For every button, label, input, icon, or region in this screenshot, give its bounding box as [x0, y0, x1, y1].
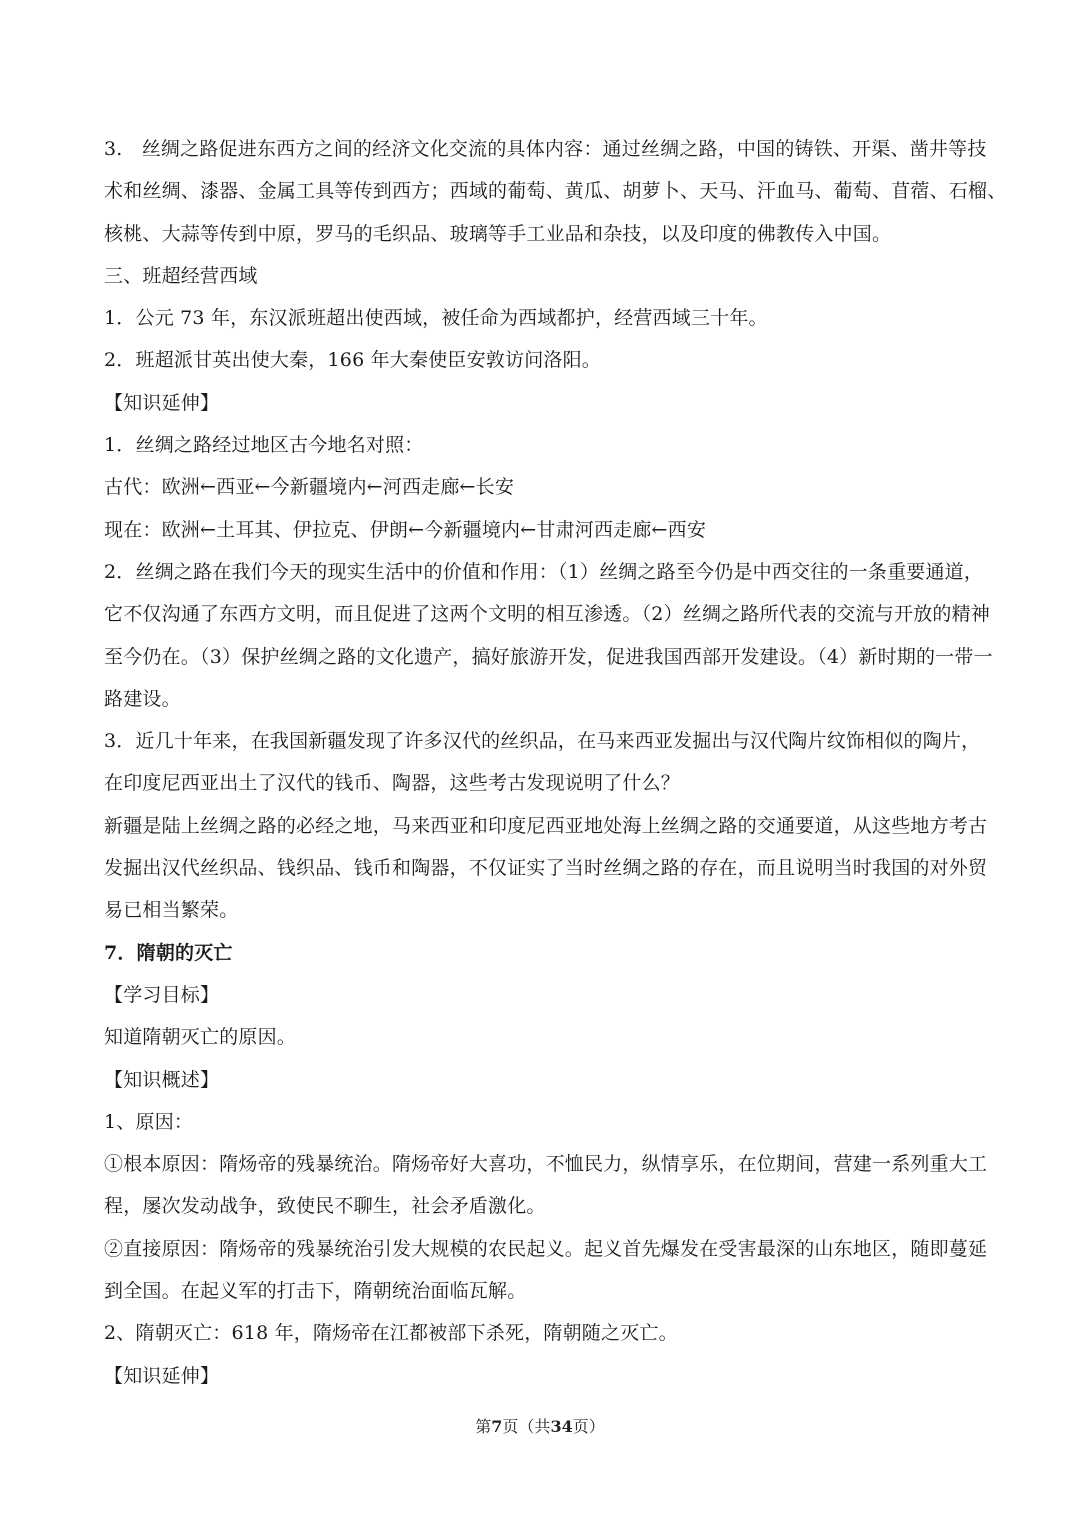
chapter-title: 7．隋朝的灭亡	[104, 941, 233, 964]
text-line: 3. 丝绸之路促进东西方之间的经济文化交流的具体内容：通过丝绸之路，中国的铸铁、开渠、凿井等技	[104, 138, 987, 160]
text-line: 1．丝绸之路经过地区古今地名对照：	[104, 434, 424, 457]
text-line: 程，屡次发动战争，致使民不聊生，社会矛盾激化。	[104, 1195, 546, 1218]
section-heading: 三、班超经营西域	[104, 264, 258, 287]
text-line: 术和丝绸、漆器、金属工具等传到西方；西域的葡萄、黄瓜、胡萝卜、天马、汗血马、葡萄、苜蓿、石榴、	[104, 180, 1007, 203]
text-line: 2、隋朝灭亡：618 年，隋炀帝在江都被部下杀死，隋朝随之灭亡。	[104, 1322, 678, 1345]
footer-middle: 页（共	[502, 1417, 551, 1436]
text-line: 路建设。	[104, 687, 181, 710]
subsection-heading: 【知识延伸】	[104, 1364, 220, 1387]
text-line: 核桃、大蒜等传到中原，罗马的毛织品、玻璃等手工业品和杂技，以及印度的佛教传入中国。	[104, 222, 892, 245]
document-body	[104, 128, 1007, 1397]
footer-prefix: 第	[475, 1417, 492, 1436]
subsection-heading: 【知识概述】	[104, 1068, 220, 1091]
text-line: 1．公元 73 年，东汉派班超出使西域，被任命为西域都护，经营西域三十年。	[104, 307, 768, 330]
current-page-number: 7	[491, 1417, 503, 1436]
subsection-heading: 【知识延伸】	[104, 391, 220, 414]
text-line: 在印度尼西亚出土了汉代的钱币、陶器，这些考古发现说明了什么？	[104, 772, 681, 795]
text-line: 2．班超派甘英出使大秦，166 年大秦使臣安敦访问洛阳。	[104, 349, 601, 372]
text-line: 知道隋朝灭亡的原因。	[104, 1026, 297, 1049]
total-pages-number: 34	[550, 1417, 573, 1436]
text-line: 易已相当繁荣。	[104, 899, 239, 922]
text-line: 它不仅沟通了东西方文明，而且促进了这两个文明的相互渗透。（2）丝绸之路所代表的交流与开放的精神	[104, 603, 990, 626]
footer-suffix: 页）	[572, 1417, 605, 1436]
page-footer	[0, 1414, 1080, 1437]
text-line: 2．丝绸之路在我们今天的现实生活中的价值和作用：（1）丝绸之路至今仍是中西交往的一条重要通道，	[104, 560, 984, 583]
text-line: 至今仍在。（3）保护丝绸之路的文化遗产，搞好旅游开发，促进我国西部开发建设。（4）新时期的一带一	[104, 645, 993, 668]
text-line: ②直接原因：隋炀帝的残暴统治引发大规模的农民起义。起义首先爆发在受害最深的山东地区，随即蔓延	[104, 1237, 988, 1260]
text-line: 到全国。在起义军的打击下，隋朝统治面临瓦解。	[104, 1280, 527, 1303]
subsection-heading: 【学习目标】	[104, 983, 220, 1006]
text-line: 1、原因：	[104, 1110, 194, 1133]
text-line: 现在：欧洲←土耳其、伊拉克、伊朗←今新疆境内←甘肃河西走廊←西安	[104, 518, 707, 541]
text-line: 发掘出汉代丝织品、钱织品、钱币和陶器，不仅证实了当时丝绸之路的存在，而且说明当时我国的对外贸	[104, 857, 988, 880]
text-line: 3．近几十年来，在我国新疆发现了许多汉代的丝织品，在马来西亚发掘出与汉代陶片纹饰相似的陶片，	[104, 730, 981, 753]
text-line: 古代：欧洲←西亚←今新疆境内←河西走廊←长安	[104, 476, 515, 499]
text-line: ①根本原因：隋炀帝的残暴统治。隋炀帝好大喜功，不恤民力，纵情享乐，在位期间，营建一系列重大工	[104, 1153, 988, 1176]
text-line: 新疆是陆上丝绸之路的必经之地，马来西亚和印度尼西亚地处海上丝绸之路的交通要道，从这些地方考古	[104, 814, 988, 837]
